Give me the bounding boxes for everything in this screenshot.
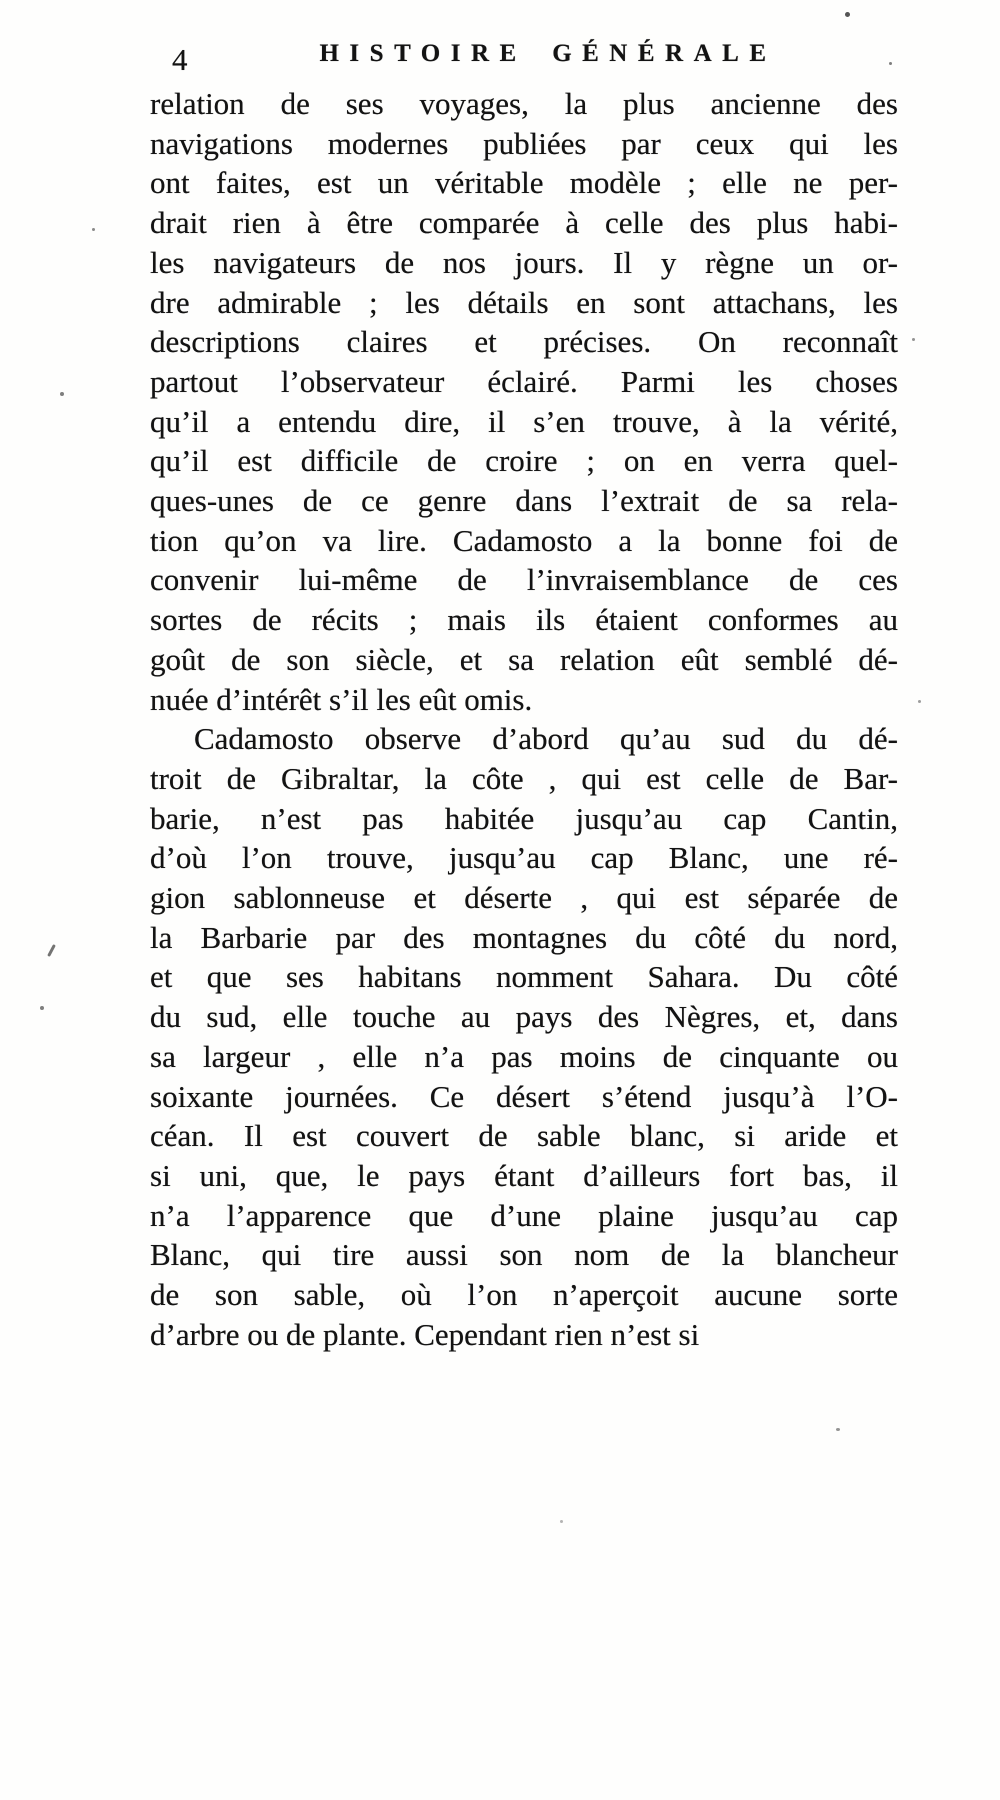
text-line: goût de son siècle, et sa relation eût semblé dé- [150, 641, 898, 677]
text-line: Blanc, qui tire aussi son nom de la blancheur [150, 1237, 898, 1273]
text-line: troit de Gibraltar, la côte , qui est celle de Bar- [150, 760, 898, 796]
scan-speck [836, 1428, 840, 1431]
text-line: n’a l’apparence que d’une plaine jusqu’au cap [150, 1197, 898, 1233]
text-line: ques-unes de ce genre dans l’extrait de sa rela- [150, 483, 898, 519]
text-line: du sud, elle touche au pays des Nègres, et, dans [150, 999, 898, 1035]
text-line: les navigateurs de nos jours. Il y règne un or- [150, 244, 898, 280]
scan-speck [560, 1520, 563, 1523]
scan-speck [40, 1006, 44, 1010]
text-line: partout l’observateur éclairé. Parmi les choses [150, 363, 898, 399]
paragraph-1 [150, 84, 898, 719]
paragraph-2 [150, 719, 898, 1354]
text-line: céan. Il est couvert de sable blanc, si aride et [150, 1118, 898, 1154]
scan-speck [60, 392, 64, 396]
text-line: si uni, que, le pays étant d’ailleurs fort bas, il [150, 1157, 898, 1193]
text-line: et que ses habitans nomment Sahara. Du côté [150, 959, 898, 995]
running-header [150, 40, 898, 80]
scan-speck [845, 12, 850, 17]
text-line: nuée d’intérêt s’il les eût omis. [150, 681, 533, 717]
text-line: de son sable, où l’on n’aperçoit aucune sorte [150, 1277, 898, 1313]
text-line: convenir lui-même de l’invraisemblance de ces [150, 562, 898, 598]
text-line: Cadamosto observe d’abord qu’au sud du dé- [194, 721, 898, 757]
text-line: dre admirable ; les détails en sont attachans, les [150, 284, 898, 320]
text-line: gion sablonneuse et déserte , qui est séparée de [150, 880, 898, 916]
scan-speck [912, 338, 915, 341]
text-line: tion qu’on va lire. Cadamosto a la bonne foi de [150, 522, 898, 558]
text-line: qu’il a entendu dire, il s’en trouve, à la vérité, [150, 403, 898, 439]
text-line: descriptions claires et précises. On reconnaît [150, 324, 898, 360]
text-line: drait rien à être comparée à celle des plus habi- [150, 205, 898, 241]
scan-speck [918, 700, 921, 703]
text-line: sortes de récits ; mais ils étaient conformes au [150, 602, 898, 638]
text-line: relation de ses voyages, la plus ancienne des [150, 86, 898, 121]
text-line: d’où l’on trouve, jusqu’au cap Blanc, une ré- [150, 840, 898, 876]
text-line: d’arbre ou de plante. Cependant rien n’est si [150, 1316, 700, 1352]
running-header-title: HISTOIRE GÉNÉRALE [319, 40, 777, 67]
text-line: sa largeur , elle n’a pas moins de cinquante ou [150, 1038, 898, 1074]
scan-speck [92, 228, 95, 231]
text-line: ont faites, est un véritable modèle ; elle ne per- [150, 165, 898, 201]
scan-speck [47, 944, 56, 957]
text-line: barie, n’est pas habitée jusqu’au cap Cantin, [150, 800, 898, 836]
text-line: qu’il est difficile de croire ; on en verra quel- [150, 443, 898, 479]
page-number: 4 [172, 42, 188, 77]
body-text [150, 84, 898, 1355]
text-line: navigations modernes publiées par ceux qui les [150, 125, 898, 161]
text-line: la Barbarie par des montagnes du côté du nord, [150, 919, 898, 955]
text-line: soixante journées. Ce désert s’étend jusqu’à l’O- [150, 1078, 898, 1114]
